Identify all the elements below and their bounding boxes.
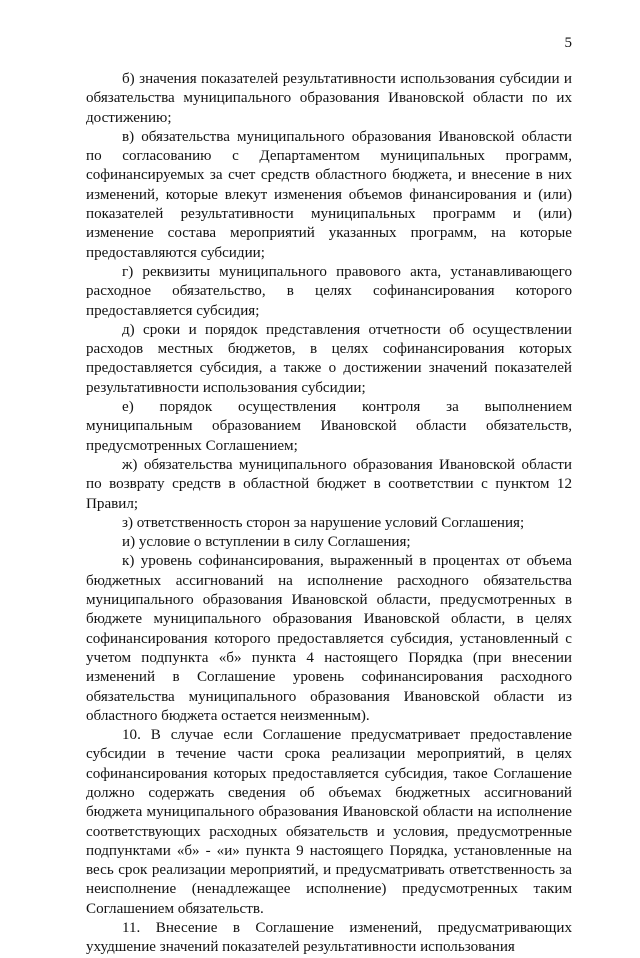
page-number: 5 bbox=[564, 35, 572, 51]
paragraph-11: 11. Внесение в Соглашение изменений, предусматривающих ухудшение значений показателей результативности использования bbox=[86, 920, 572, 956]
paragraph-i: и) условие о вступлении в силу Соглашения; bbox=[122, 534, 411, 551]
paragraph-b: б) значения показателей результативности использования субсидии и обязательства муниципального образования Ивановской области по их достижению; bbox=[86, 71, 572, 126]
document-body bbox=[86, 70, 572, 958]
paragraph-v: в) обязательства муниципального образования Ивановской области по согласованию с Департаментом муниципальных программ, софинансируемых за счет средств областного бюджета, и внесение в них изменений, которые влекут изменения объемов финансирования и (или) показателей результативности муниципальных программ и (или) изменение состава мероприятий указанных программ, на которые предоставляются субсидии; bbox=[86, 128, 572, 261]
paragraph-g: г) реквизиты муниципального правового акта, устанавливающего расходное обязательство, в целях софинансирования которого предоставляется субсидия; bbox=[86, 263, 572, 319]
paragraph-d: д) сроки и порядок представления отчетности об осуществлении расходов местных бюджетов, в целях софинансирования которых предоставляется субсидия, а также о достижении значений показателей результативности использования субсидии; bbox=[86, 321, 572, 396]
paragraph-10: 10. В случае если Соглашение предусматривает предоставление субсидии в течение части срока реализации мероприятий, в целях софинансирования которых предоставляется субсидия, такое Соглашение должно содержать сведения об объемах бюджетных ассигнований бюджета муниципального образования Ивановской области на исполнение соответствующих расходных обязательств и условия, предусмотренные подпунктами «б» - «и» пункта 9 настоящего Порядка, установленные на весь срок реализации мероприятий, и предусматривать ответственность за неисполнение (ненадлежащее исполнение) предусмотренных таким Соглашением обязательств. bbox=[86, 727, 572, 917]
paragraph-k: к) уровень софинансирования, выраженный в процентах от объема бюджетных ассигнований на исполнение расходного обязательства муниципального образования Ивановской области, предусмотренных в бюджете муниципального образования Ивановской области, в целях софинансирования которого предоставляется субсидия, установленный с учетом подпункта «б» пункта 4 настоящего Порядка (при внесении изменений в Соглашение уровень софинансирования расходного обязательства муниципального образования Ивановской области из областного бюджета остается неизменным). bbox=[86, 553, 572, 724]
paragraph-e: е) порядок осуществления контроля за выполнением муниципальным образованием Ивановской области обязательств, предусмотренных Соглашением; bbox=[86, 399, 572, 454]
paragraph-z: з) ответственность сторон за нарушение условий Соглашения; bbox=[122, 514, 525, 531]
paragraph-zh: ж) обязательства муниципального образования Ивановской области по возврату средств в областной бюджет в соответствии с пунктом 12 Правил; bbox=[86, 456, 572, 512]
